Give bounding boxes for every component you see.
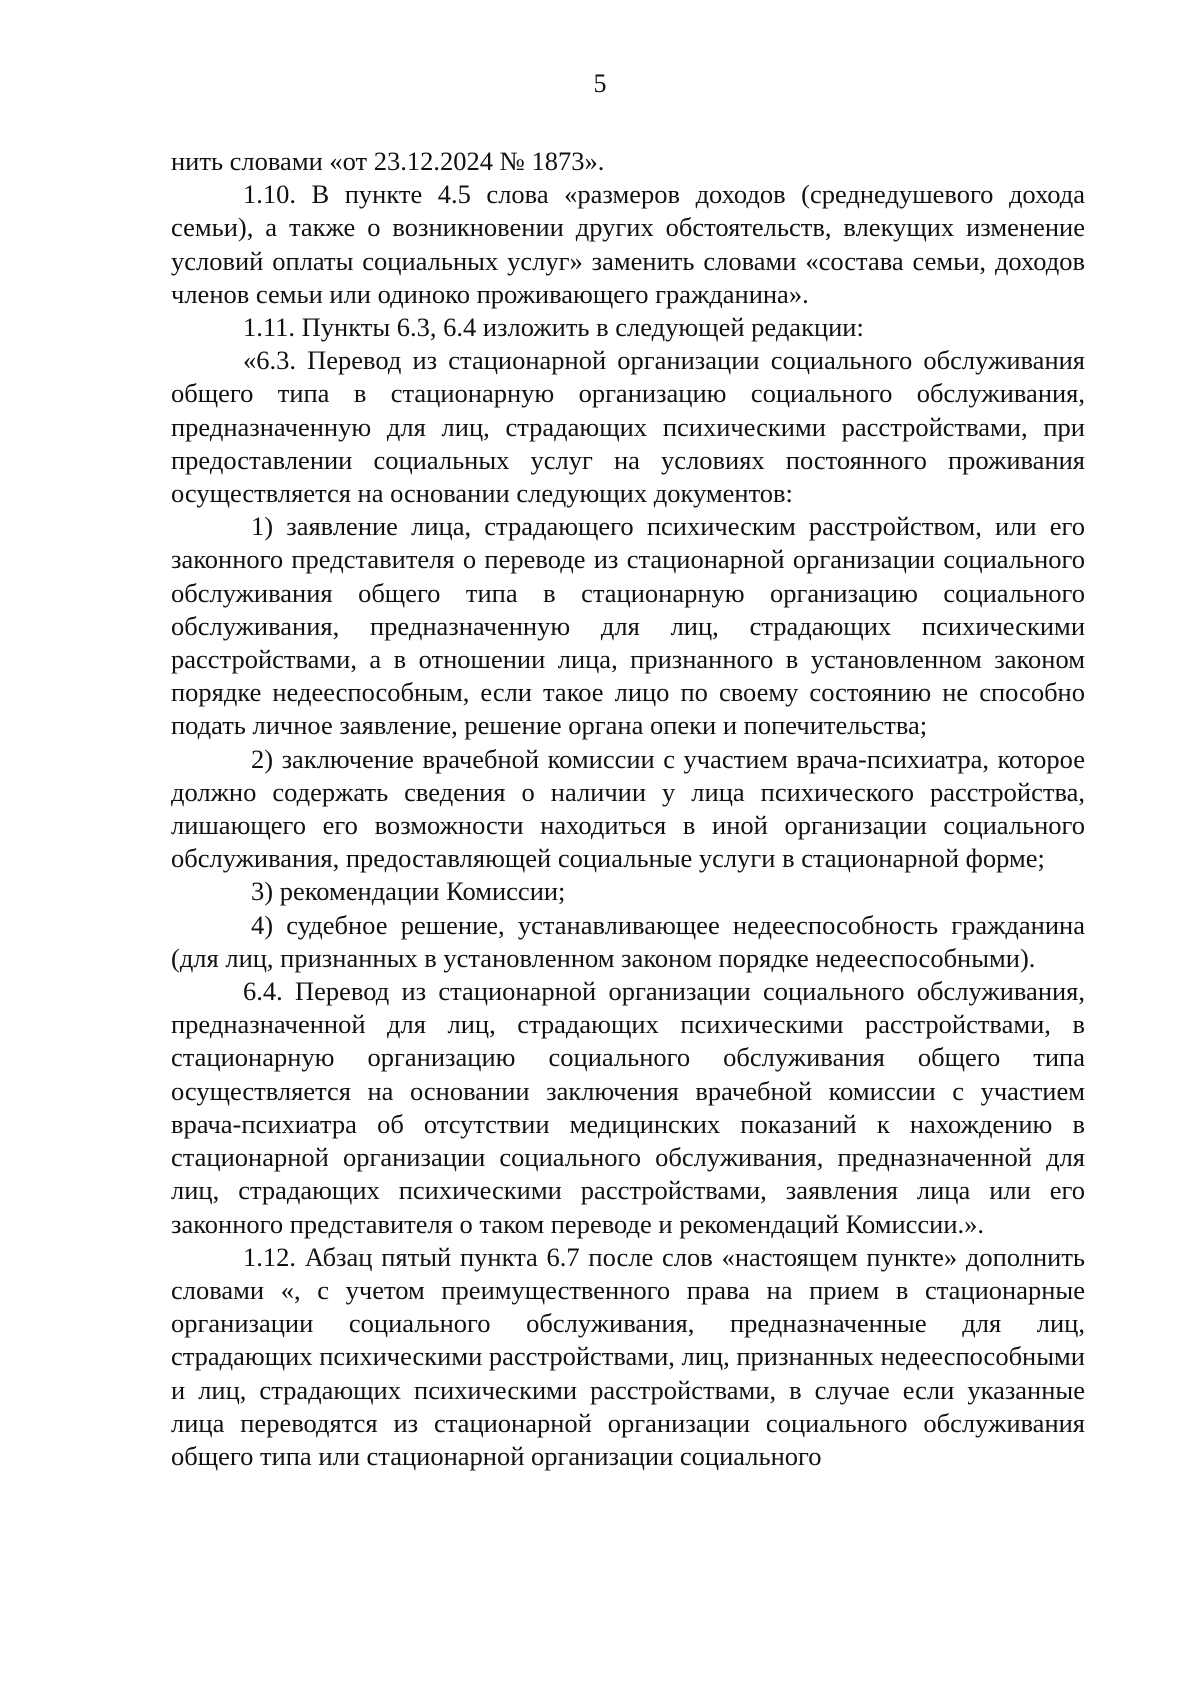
paragraph: «6.3. Перевод из стационарной организации социального обслуживания общего типа в стационарную организацию социального обслуживания, предназначенную для лиц, страдающих психическими расстройствами, при предоставлении социальных услуг на условиях постоянного проживания осуществляется на основании следующих документов: [171,345,1085,509]
paragraph: 6.4. Перевод из стационарной организации социального обслуживания, предназначенной для лиц, страдающих психическими расстройствами, в стационарную организацию социального обслуживания общего типа осуществляется на основании заключения врачебной комиссии с участием врача-психиатра об отсутствии медицинских показаний к нахождению в стационарной организации социального обслуживания, предназначенной для лиц, страдающих психическими расстройствами, заявления лица или его законного представителя о таком переводе и рекомендаций Комиссии.». [171,976,1085,1239]
paragraph: 1.10. В пункте 4.5 слова «размеров доходов (среднедушевого дохода семьи), а также о возникновении других обстоятельств, влекущих изменение условий оплаты социальных услуг» заменить словами «состава семьи, доходов членов семьи или одиноко проживающего гражданина». [171,179,1085,309]
page-number: 5 [593,69,607,98]
list-item: 4) судебное решение, устанавливающее недееспособность гражданина (для лиц, признанных в установленном законом порядке недееспособными). [171,909,1085,973]
list-item: 3) рекомендации Комиссии; [251,876,566,907]
document-body [171,145,1085,1473]
list-item: 1) заявление лица, страдающего психическим расстройством, или его законного представителя о переводе из стационарной организации социального обслуживания общего типа в стационарную организацию социального обслуживания, предназначенную для лиц, страдающих психическими расстройствами, а в отношении лица, признанного в установленном законом порядке недееспособным, если такое лицо по своему состоянию не способно подать личное заявление, решение органа опеки и попечительства; [171,511,1085,741]
list-item: 2) заключение врачебной комиссии с участием врача-психиатра, которое должно содержать сведения о наличии у лица психического расстройства, лишающего его возможности находиться в иной организации социального обслуживания, предоставляющей социальные услуги в стационарной форме; [171,743,1085,874]
paragraph: нить словами «от 23.12.2024 № 1873». [171,146,605,176]
paragraph: 1.12. Абзац пятый пункта 6.7 после слов «настоящем пункте» дополнить словами «, с учетом преимущественного права на прием в стационарные организации социального обслуживания, предназначенные для лиц, страдающих психическими расстройствами, лиц, признанных недееспособными и лиц, страдающих психическими расстройствами, в случае если указанные лица переводятся из стационарной организации социального обслуживания общего типа или стационарной организации социального [171,1241,1085,1471]
paragraph: 1.11. Пункты 6.3, 6.4 изложить в следующей редакции: [243,312,864,343]
